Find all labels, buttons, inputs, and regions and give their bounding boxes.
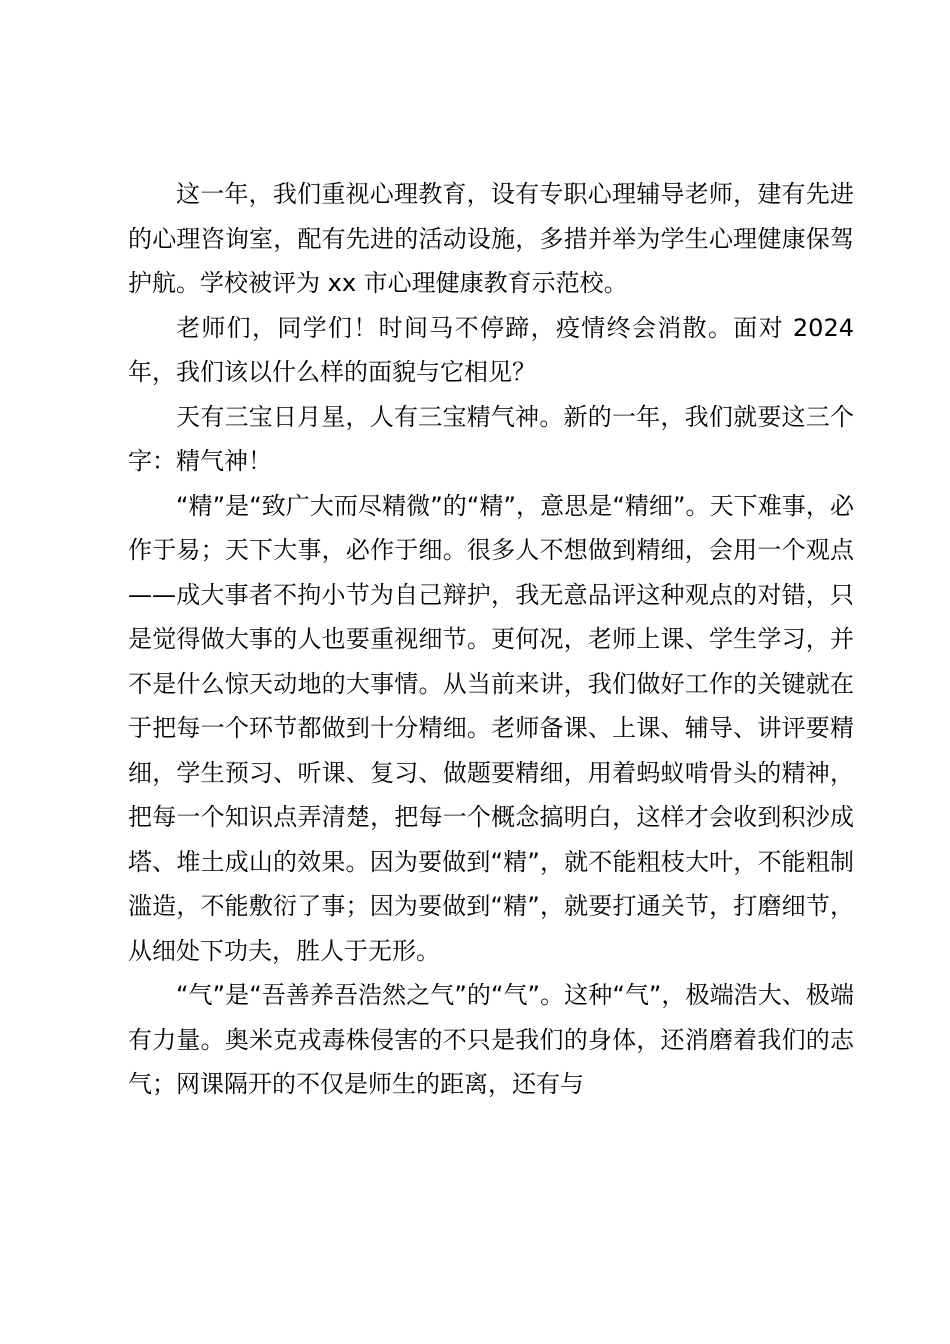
paragraph-three-treasures: 天有三宝日月星，人有三宝精气神。新的一年，我们就要这三个字：精气神！ — [128, 402, 854, 475]
paragraph-facing-2024: 老师们，同学们！时间马不停蹄，疫情终会消散。面对 2024 年，我们该以什么样的面貌与它相见？ — [128, 313, 854, 386]
document-body — [128, 172, 854, 1107]
paragraph-qi-spirit: “气”是“吾善养吾浩然之气”的“气”。这种“气”，极端浩大、极端有力量。奥米克戎毒株侵害的不只是我们的身体，还消磨着我们的志气；网课隔开的不仅是师生的距离，还有与 — [128, 981, 854, 1098]
paragraph-psychology-education: 这一年，我们重视心理教育，设有专职心理辅导老师，建有先进的心理咨询室，配有先进的活动设施，多措并举为学生心理健康保驾护航。学校被评为 xx 市心理健康教育示范校。 — [128, 180, 854, 297]
paragraph-jing-precision: “精”是“致广大而尽精微”的“精”，意思是“精细”。天下难事，必作于易；天下大事，必作于细。很多人不想做到精细，会用一个观点——成大事者不拘小节为自己辩护，我无意品评这种观点的对错，只是觉得做大事的人也要重视细节。更何况，老师上课、学生学习，并不是什么惊天动地的大事情。从当前来讲，我们做好工作的关键就在于把每一个环节都做到十分精细。老师备课、上课、辅导、讲评要精细，学生预习、听课、复习、做题要精细，用着蚂蚁啃骨头的精神，把每一个知识点弄清楚，把每一个概念搞明白，这样才会收到积沙成塔、堆土成山的效果。因为要做到“精”，就不能粗枝大叶，不能粗制滥造，不能敷衍了事；因为要做到“精”，就要打通关节，打磨细节，从细处下功夫，胜人于无形。 — [128, 491, 854, 965]
